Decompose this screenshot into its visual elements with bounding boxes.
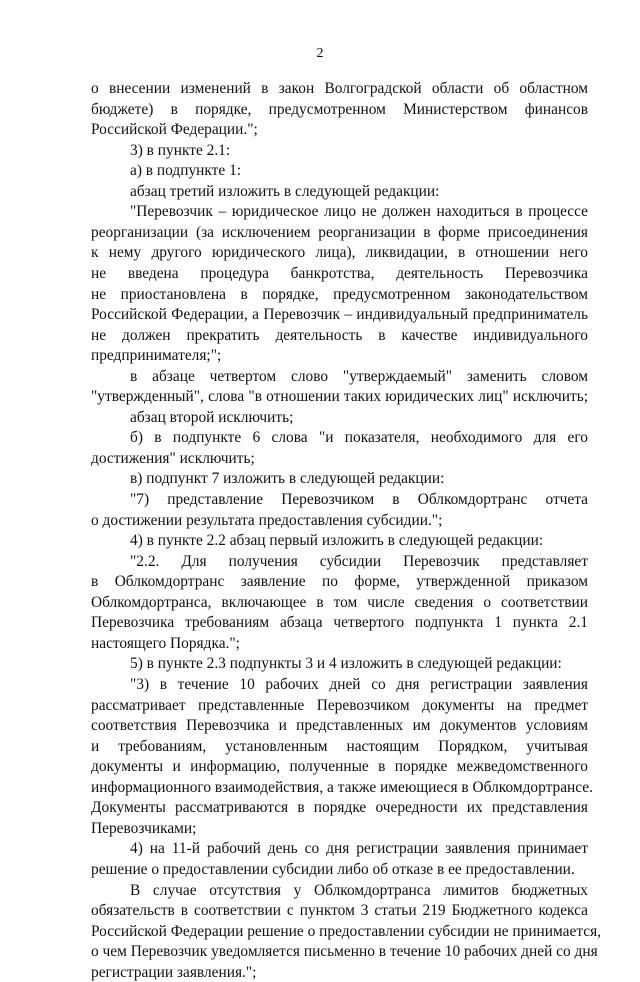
text-line: В случае отсутствия у Облкомдортранса лимитов бюджетных <box>130 881 588 899</box>
text-line: а) в подпункте 1: <box>130 162 242 180</box>
text-line: не должен прекратить деятельность в качестве индивидуального <box>91 326 588 344</box>
text-line: предпринимателя;"; <box>91 347 222 365</box>
text-line: не введена процедура банкротства, деятельность Перевозчика <box>91 265 588 282</box>
text-line: обязательств в соответствии с пунктом 3 статьи 219 Бюджетного кодекса <box>91 902 588 919</box>
text-line: Российской Федерации, а Перевозчик – индивидуальный предприниматель <box>91 306 588 324</box>
text-line: 3) в пункте 2.1: <box>130 141 231 159</box>
text-line: в Облкомдортранс заявление по форме, утвержденной приказом <box>91 573 588 591</box>
text-line: о достижении результата предоставления субсидии."; <box>91 511 443 529</box>
text-line: рассматривает представленные Перевозчиком документы на предмет <box>91 696 588 714</box>
page-number: 2 <box>316 46 324 61</box>
text-line: "3) в течение 10 рабочих дней со дня регистрации заявления <box>130 676 588 693</box>
text-line: 4) в пункте 2.2 абзац первый изложить в следующей редакции: <box>130 532 544 550</box>
text-line: информационного взаимодействия, а также имеющиеся в Облкомдортрансе. <box>91 778 593 796</box>
text-line: Перевозчиками; <box>91 819 197 837</box>
text-line: "утвержденный", слова "в отношении таких юридических лиц" исключить; <box>91 388 588 406</box>
text-line: достижения" исключить; <box>91 449 255 467</box>
text-line: "2.2. Для получения субсидии Перевозчик представляет <box>130 552 588 570</box>
text-line: абзац третий изложить в следующей редакции: <box>130 182 440 200</box>
text-line: к нему другого юридического лица), ликвидации, в отношении него <box>91 244 588 262</box>
text-line: 5) в пункте 2.3 подпункты 3 и 4 изложить в следующей редакции: <box>130 655 562 673</box>
text-line: регистрации заявления."; <box>91 963 257 981</box>
text-line: Документы рассматриваются в порядке очередности их представления <box>91 799 588 817</box>
text-line: решение о предоставлении субсидии либо об отказе в ее предоставлении. <box>91 860 575 878</box>
text-line: и требованиям, установленным настоящим Порядком, учитывая <box>91 737 588 755</box>
text-line: в абзаце четвертом слово "утверждаемый" заменить словом <box>130 367 588 385</box>
text-line: абзац второй исключить; <box>130 408 294 426</box>
text-line: соответствия Перевозчика и представленных им документов условиям <box>91 717 588 735</box>
text-line: "7) представление Перевозчиком в Облкомдортранс отчета <box>130 491 588 508</box>
text-line: настоящего Порядка."; <box>91 634 240 652</box>
text-line: бюджете) в порядке, предусмотренном Министерством финансов <box>91 100 588 118</box>
text-line: о внесении изменений в закон Волгоградской области об областном <box>91 80 588 97</box>
text-line: Российской Федерации решение о предоставлении субсидии не принимается, <box>91 922 602 940</box>
text-line: Перевозчика требованиям абзаца четвертого подпункта 1 пункта 2.1 <box>91 614 588 632</box>
text-line: о чем Перевозчик уведомляется письменно в течение 10 рабочих дней со дня <box>91 943 598 961</box>
text-line: не приостановлена в порядке, предусмотренном законодательством <box>91 285 588 303</box>
text-line: 4) на 11-й рабочий день со дня регистрации заявления принимает <box>130 840 588 858</box>
text-line: в) подпункт 7 изложить в следующей редакции: <box>130 470 445 488</box>
text-line: Российской Федерации."; <box>91 121 258 139</box>
text-line: реорганизации (за исключением реорганизации в форме присоединения <box>91 223 588 241</box>
text-line: Облкомдортранса, включающее в том числе сведения о соответствии <box>91 593 588 611</box>
text-line: б) в подпункте 6 слова "и показателя, необходимого для его <box>130 429 588 447</box>
text-line: "Перевозчик – юридическое лицо не должен находиться в процессе <box>130 203 588 221</box>
text-line: документы и информацию, полученные в порядке межведомственного <box>91 758 588 776</box>
